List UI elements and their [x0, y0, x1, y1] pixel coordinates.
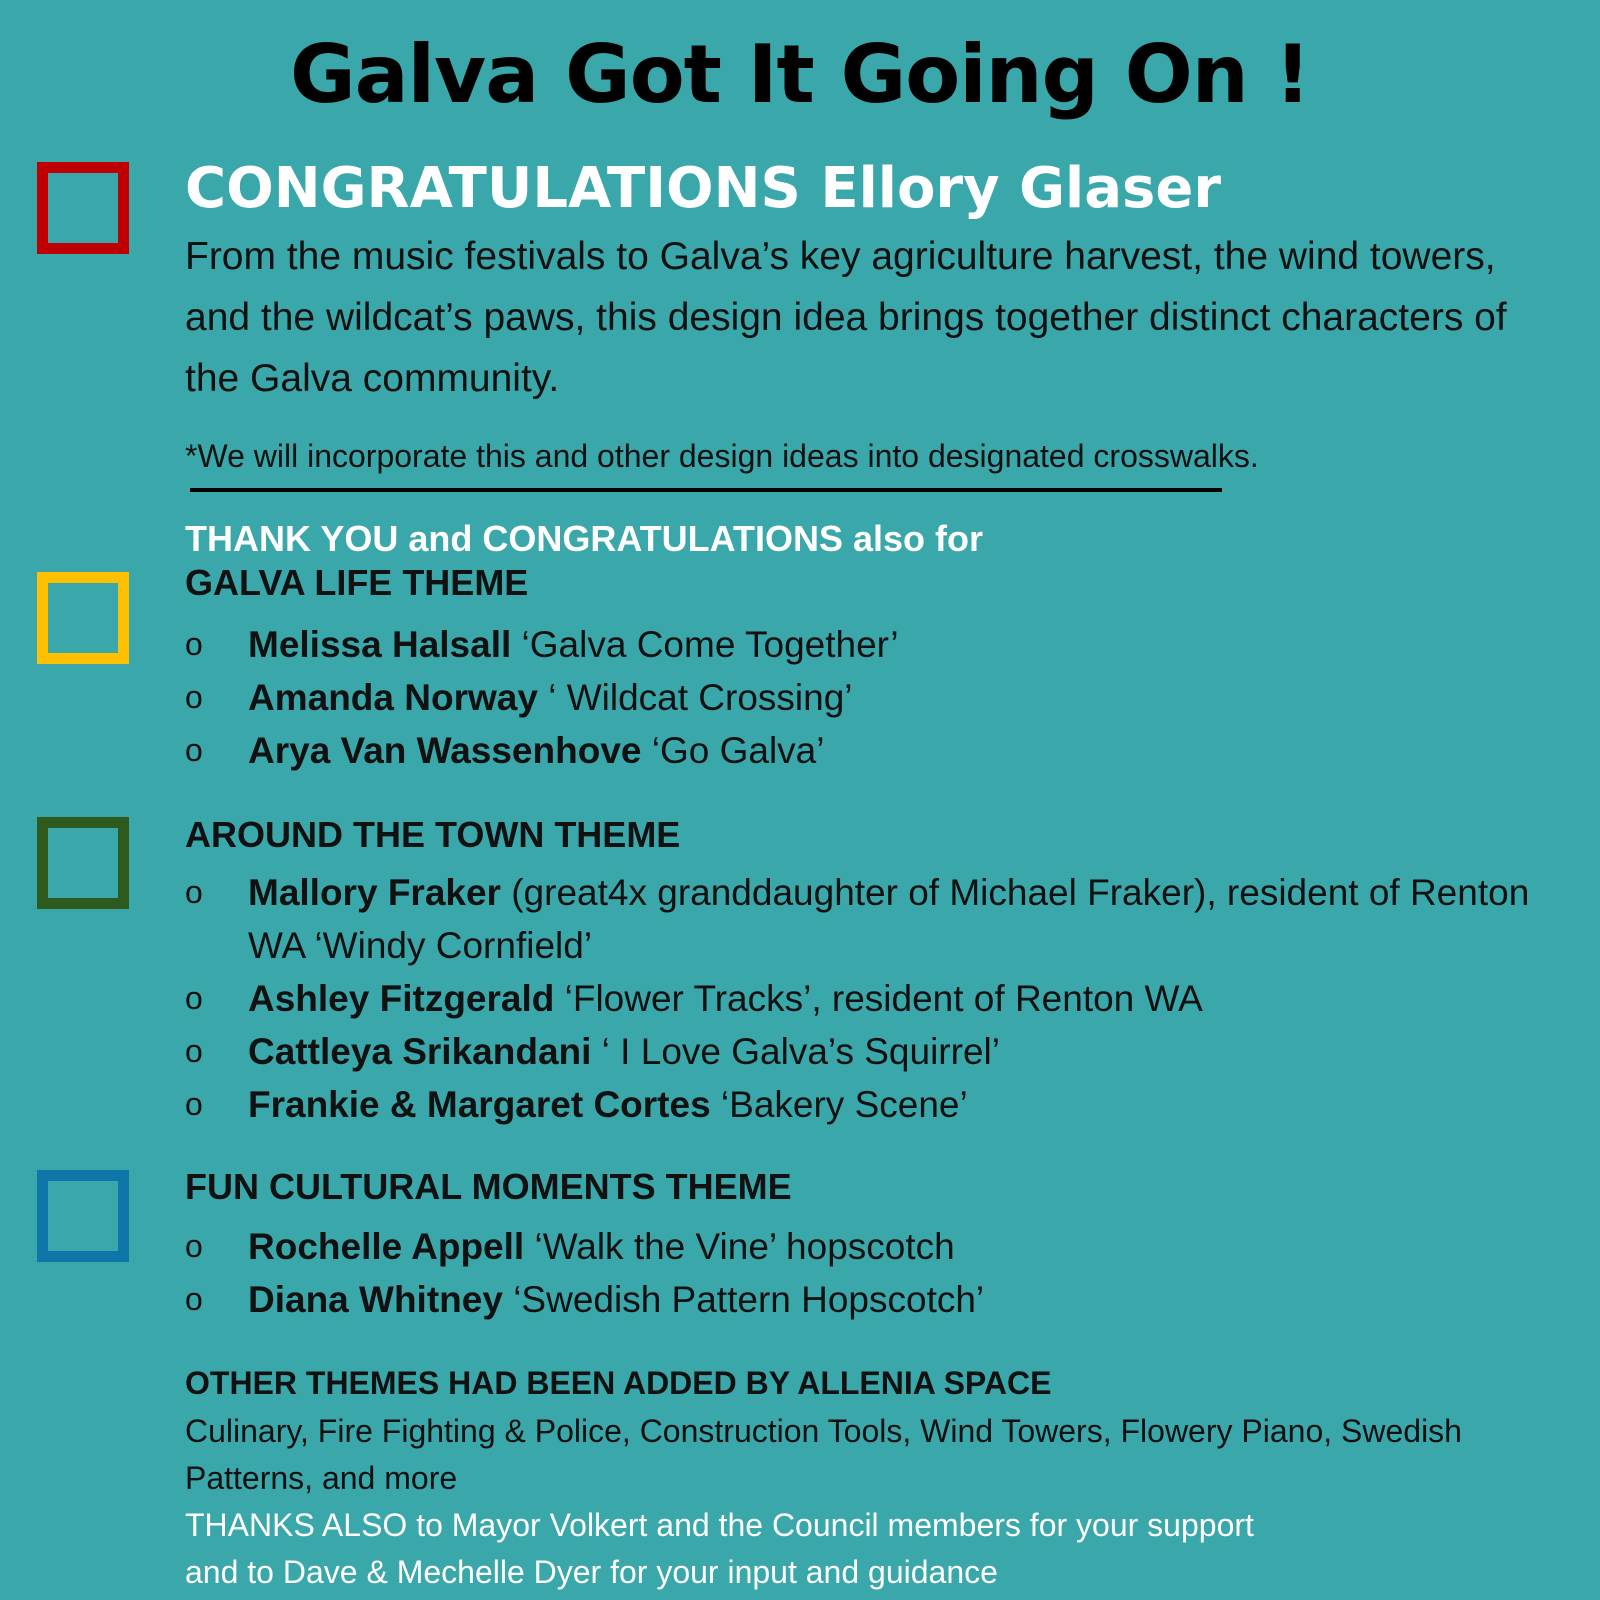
entrant-detail: ‘Swedish Pattern Hopscotch’	[502, 1279, 985, 1320]
entrant-detail: ‘ Wildcat Crossing’	[537, 677, 853, 718]
list-item	[185, 1025, 1565, 1078]
list-item	[185, 618, 1565, 671]
winner-heading: CONGRATULATIONS Ellory Glaser	[185, 156, 1221, 221]
winner-description: From the music festivals to Galva’s key agriculture harvest, the wind towers, and the wildcat’s paws, this design idea brings together distinct characters of the Galva community.	[185, 235, 1507, 400]
entrant-name: Rochelle Appell	[248, 1226, 525, 1267]
entrant-detail: ‘Galva Come Together’	[511, 624, 899, 665]
checkbox-galva-life[interactable]	[37, 572, 129, 664]
entrant-name: Diana Whitney	[248, 1279, 503, 1320]
entrant-name: Arya Van Wassenhove	[248, 730, 642, 771]
final-thanks-line-1: THANKS ALSO to Mayor Volkert and the Council members for your support	[185, 1507, 1254, 1543]
list-item	[185, 671, 1565, 724]
theme-title-galva-life: GALVA LIFE THEME	[185, 562, 529, 603]
entrant-detail: ‘Walk the Vine’ hopscotch	[524, 1226, 955, 1267]
entrant-detail: ‘ I Love Galva’s Squirrel’	[591, 1031, 1000, 1072]
entrant-name: Ashley Fitzgerald	[248, 978, 555, 1019]
entrant-name: Frankie & Margaret Cortes	[248, 1084, 711, 1125]
other-themes-title: OTHER THEMES HAD BEEN ADDED BY ALLENIA SPACE	[185, 1365, 1052, 1401]
list-item	[185, 1078, 1565, 1131]
entrant-detail: (great4x granddaughter of Michael Fraker), resident of Renton WA ‘Windy Cornfield’	[248, 872, 1530, 966]
theme-title-around-town: AROUND THE TOWN THEME	[185, 814, 681, 855]
thanks-heading: THANK YOU and CONGRATULATIONS also for	[185, 518, 984, 559]
divider	[190, 488, 1222, 492]
final-thanks-line-2: and to Dave & Mechelle Dyer for your input and guidance	[185, 1554, 998, 1590]
theme-title-cultural-moments: FUN CULTURAL MOMENTS THEME	[185, 1166, 792, 1207]
entrant-name: Mallory Fraker	[248, 872, 501, 913]
around-town-list	[185, 866, 1565, 1131]
list-item	[185, 1220, 1565, 1273]
other-themes-list: Culinary, Fire Fighting & Police, Construction Tools, Wind Towers, Flowery Piano, Swedish Patterns, and more	[185, 1413, 1462, 1496]
checkbox-cultural-moments[interactable]	[37, 1170, 129, 1262]
entrant-detail: ‘Flower Tracks’, resident of Renton WA	[554, 978, 1203, 1019]
entrant-name: Cattleya Srikandani	[248, 1031, 592, 1072]
final-thanks	[185, 1502, 1565, 1596]
list-item	[185, 866, 1565, 972]
entrant-detail: ‘Go Galva’	[641, 730, 825, 771]
galva-life-list	[185, 618, 1565, 777]
list-item	[185, 972, 1565, 1025]
list-item	[185, 1273, 1565, 1326]
crosswalk-note: *We will incorporate this and other design ideas into designated crosswalks.	[185, 438, 1259, 474]
entrant-name: Melissa Halsall	[248, 624, 512, 665]
list-item	[185, 724, 1565, 777]
entrant-detail: ‘Bakery Scene’	[710, 1084, 968, 1125]
cultural-moments-list	[185, 1220, 1565, 1326]
checkbox-around-town[interactable]	[37, 817, 129, 909]
checkbox-winner[interactable]	[37, 162, 129, 254]
entrant-name: Amanda Norway	[248, 677, 538, 718]
page-title: Galva Got It Going On !	[289, 28, 1311, 121]
